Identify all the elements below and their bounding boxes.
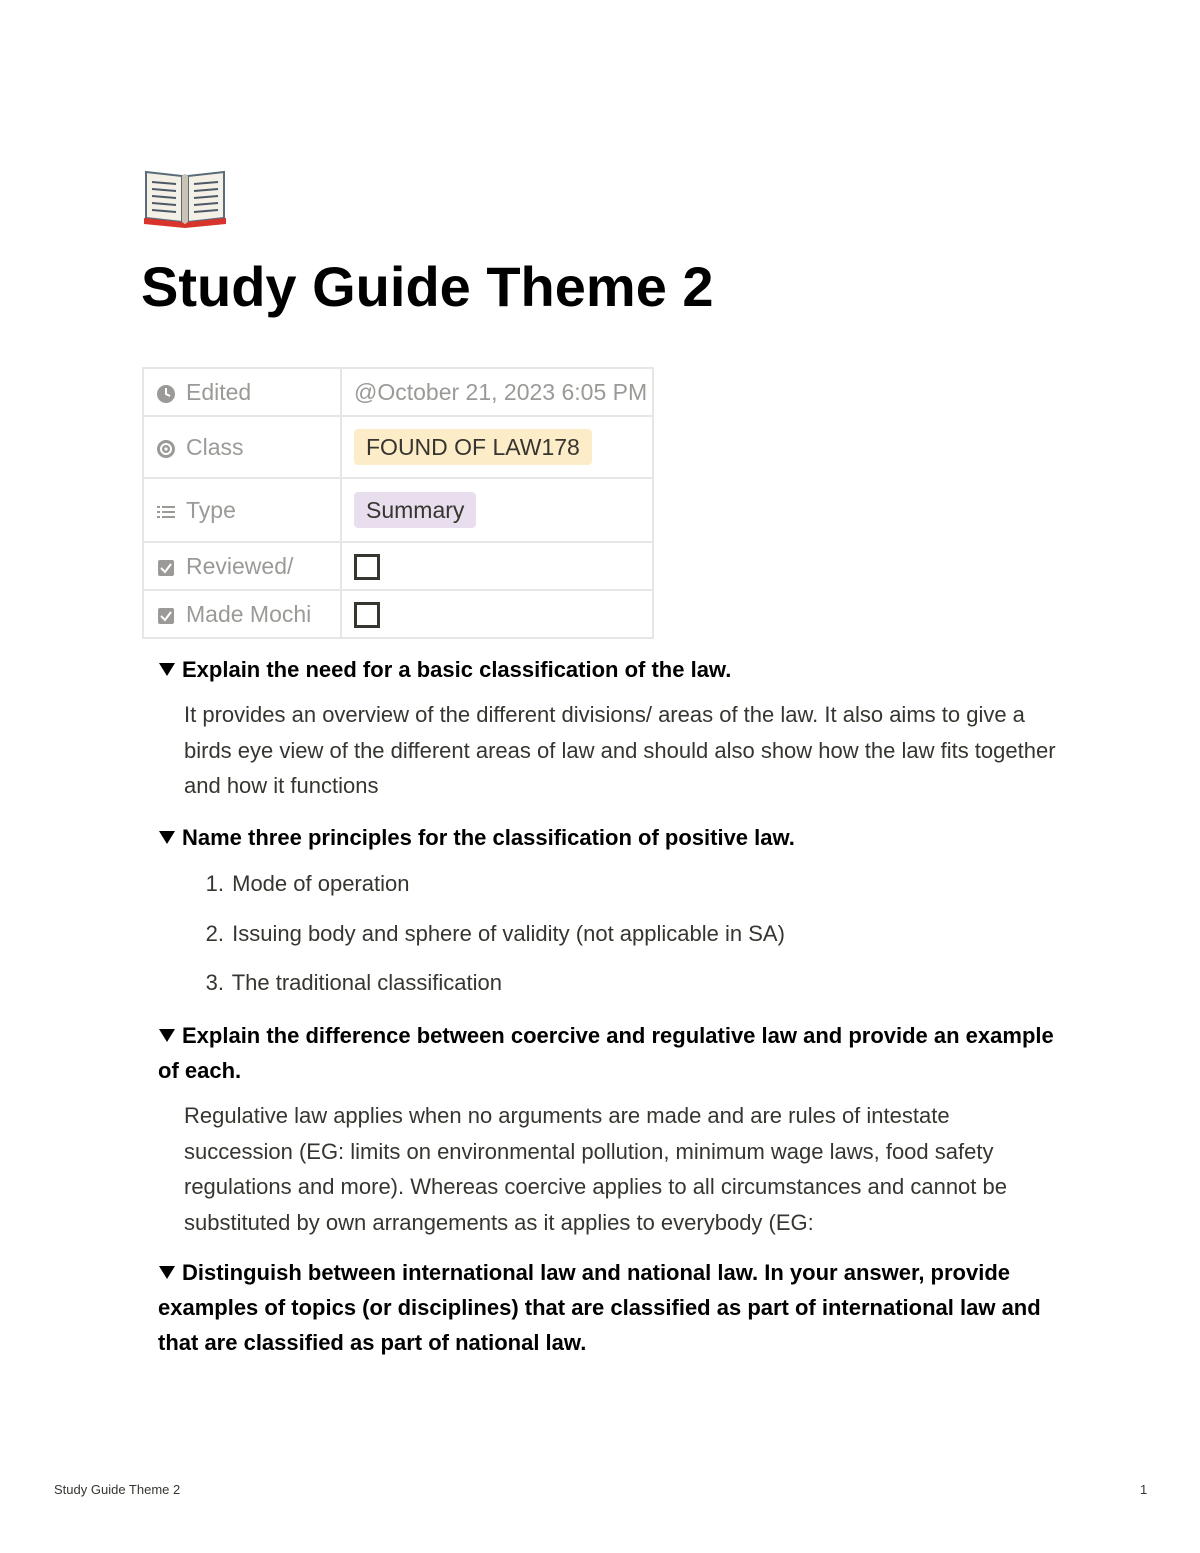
- toggle-question: Name three principles for the classification of positive law.: [182, 825, 795, 850]
- toggle-block: [158, 1018, 1058, 1240]
- property-label: Class: [186, 433, 244, 460]
- toggle-block: [158, 820, 1058, 1008]
- toggle-answer: [184, 859, 1058, 1008]
- list-icon: [156, 502, 176, 522]
- property-name-cell: [143, 590, 341, 638]
- property-row-type: [143, 478, 653, 542]
- checkbox-icon: [156, 558, 176, 578]
- reviewed-checkbox[interactable]: [354, 554, 380, 580]
- toggle-block: [158, 652, 1058, 804]
- property-label: Reviewed/: [186, 552, 294, 579]
- toggle-header[interactable]: [158, 820, 1058, 855]
- toggle-answer: It provides an overview of the different divisions/ areas of the law. It also aims to give a birds eye view of the different areas of law and should also show how the law fits together and how it functions: [184, 702, 1056, 798]
- toggle-question: Explain the need for a basic classification of the law.: [182, 657, 732, 682]
- made-mochi-checkbox[interactable]: [354, 602, 380, 628]
- property-row-reviewed: [143, 542, 653, 590]
- made-mochi-value: [341, 590, 653, 638]
- property-label: Edited: [186, 378, 252, 405]
- open-book-icon: [142, 162, 228, 228]
- list-text: Mode of operation: [232, 871, 410, 896]
- clock-icon: [156, 384, 176, 404]
- list-item: [184, 859, 1058, 909]
- reviewed-value: [341, 542, 653, 590]
- property-name-cell: [143, 542, 341, 590]
- property-name-cell: [143, 416, 341, 478]
- list-text: Issuing body and sphere of validity (not applicable in SA): [232, 920, 785, 946]
- property-name-cell: [143, 368, 341, 416]
- triangle-down-icon[interactable]: [158, 829, 176, 845]
- footer-page-number: 1: [1140, 1482, 1148, 1497]
- list-number: 2.: [205, 920, 224, 946]
- toggle-header[interactable]: [158, 652, 1058, 687]
- property-name-cell: [143, 478, 341, 542]
- toggle-answer: Regulative law applies when no arguments are made and are rules of intestate succession (EG: limits on environmental pollution, minimum wage laws, food safety regulations and more). Whereas coercive applies to all circumstances and cannot be substituted by own arrangements as it applies to everybody (EG:: [184, 1103, 1007, 1235]
- triangle-down-icon[interactable]: [158, 661, 176, 677]
- property-row-made-mochi: [143, 590, 653, 638]
- target-icon: [156, 439, 176, 459]
- edited-date: @October 21, 2023 6:05 PM: [354, 378, 648, 405]
- property-label: Type: [186, 496, 236, 523]
- toggle-header[interactable]: [158, 1018, 1058, 1088]
- list-item: [184, 909, 1058, 959]
- toggle-question: Distinguish between international law and national law. In your answer, provide examples of topics (or disciplines) that are classified as part of international law and that are classified as part of national law.: [158, 1260, 1041, 1355]
- list-number: 1.: [205, 871, 224, 896]
- triangle-down-icon[interactable]: [158, 1027, 176, 1043]
- type-tag[interactable]: Summary: [354, 492, 476, 528]
- numbered-list: [184, 859, 1058, 1008]
- list-number: 3.: [205, 970, 224, 995]
- edited-value[interactable]: [341, 368, 653, 416]
- toggle-block: [158, 1255, 1058, 1360]
- property-label: Made Mochi: [186, 600, 312, 627]
- checkbox-icon: [156, 606, 176, 626]
- list-text: The traditional classification: [231, 970, 502, 995]
- page-title: Study Guide Theme 2: [141, 255, 714, 318]
- class-value[interactable]: [341, 416, 653, 478]
- toggle-header[interactable]: [158, 1255, 1058, 1360]
- property-row-edited: [143, 368, 653, 416]
- class-tag[interactable]: FOUND OF LAW178: [354, 429, 592, 465]
- type-value[interactable]: [341, 478, 653, 542]
- footer-title: Study Guide Theme 2: [54, 1482, 181, 1497]
- property-row-class: [143, 416, 653, 478]
- toggle-question: Explain the difference between coercive and regulative law and provide an example of each.: [158, 1023, 1054, 1083]
- properties-table: [142, 367, 654, 639]
- list-item: [184, 958, 1058, 1008]
- triangle-down-icon[interactable]: [158, 1264, 176, 1280]
